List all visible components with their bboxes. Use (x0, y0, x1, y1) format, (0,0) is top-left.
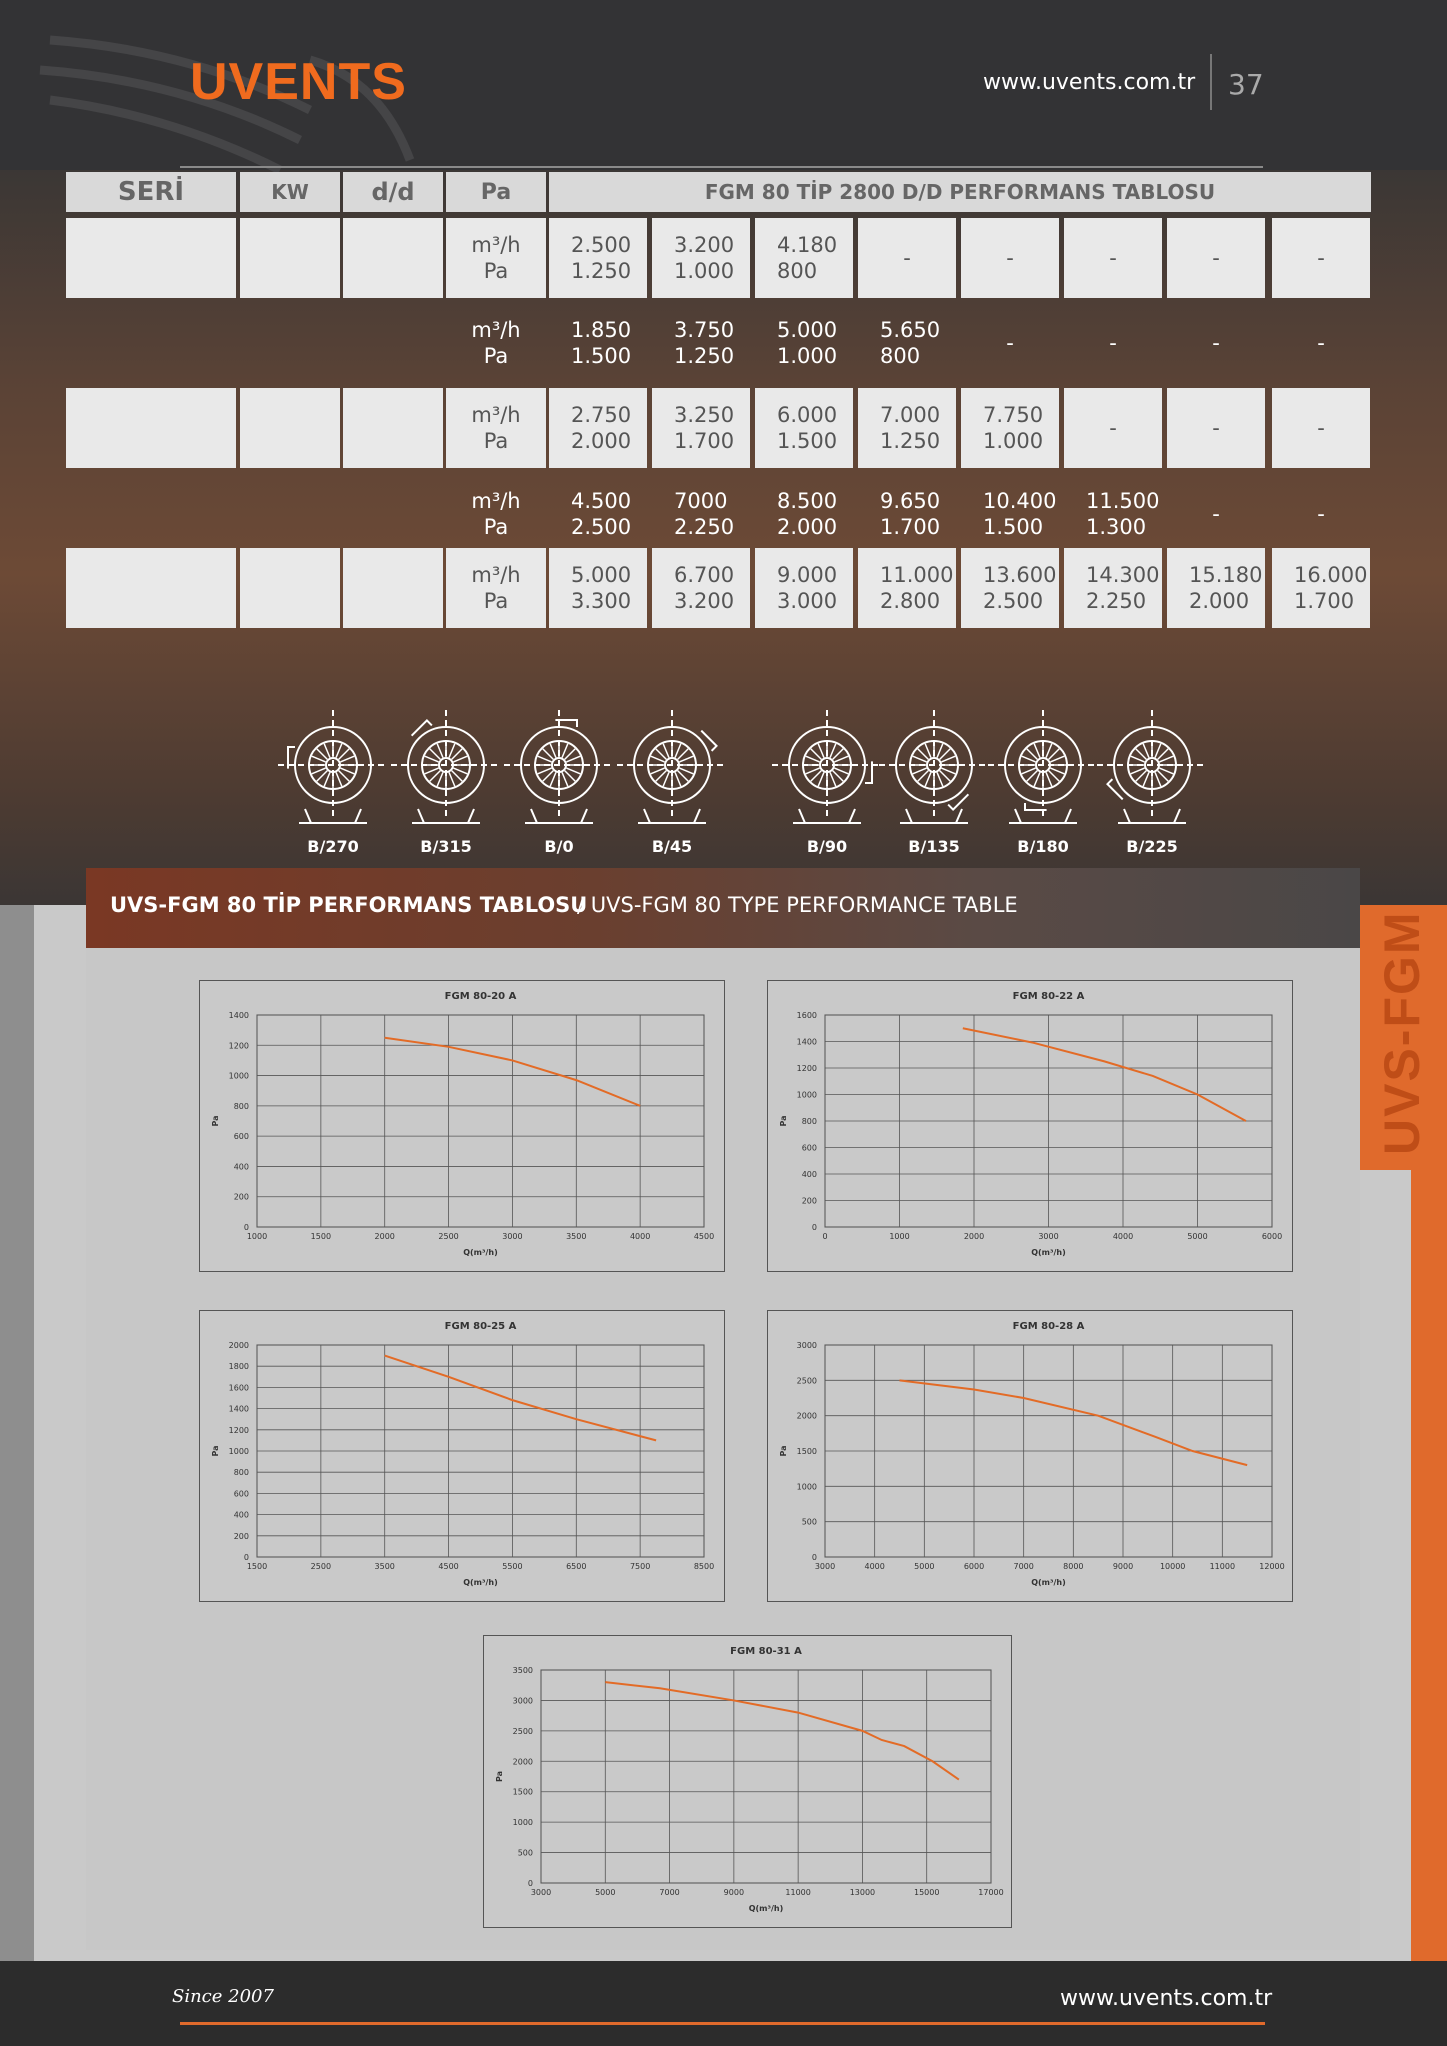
flow-value: 7.000 (880, 403, 941, 427)
y-axis-label: Pa (211, 1445, 220, 1457)
unit-pressure: Pa (483, 344, 509, 368)
fan-diagram-0 (278, 710, 388, 823)
x-tick-label: 4500 (438, 1562, 459, 1571)
pressure-value: 2.500 (571, 515, 632, 539)
flow-value: 7000 (674, 489, 728, 513)
y-tick-label: 1000 (796, 1090, 817, 1100)
value-cell (1167, 218, 1265, 298)
y-tick-label: 3000 (512, 1696, 533, 1706)
x-tick-label: 5000 (914, 1562, 935, 1571)
unit-flow: m³/h (471, 233, 521, 257)
value-cell (961, 218, 1059, 298)
value-cell (1167, 303, 1265, 383)
pressure-value: 1.250 (571, 259, 632, 283)
x-tick-label: 11000 (1209, 1562, 1236, 1571)
flow-value: 5.650 (880, 318, 941, 342)
value-cell (755, 481, 853, 547)
row-units (446, 388, 546, 468)
value-cell (1064, 481, 1162, 547)
pressure-value: 800 (777, 259, 818, 283)
flow-value: - (1109, 331, 1117, 355)
y-axis-label: Pa (211, 1115, 220, 1127)
flow-value: - (1317, 416, 1325, 440)
performance-curve (963, 1028, 1246, 1121)
x-tick-label: 4500 (693, 1232, 715, 1241)
footer-url[interactable]: www.uvents.com.tr (1060, 1986, 1273, 2011)
value-cell (961, 548, 1059, 628)
value-cell (652, 548, 750, 628)
value-cell (1064, 218, 1162, 298)
flow-value: 8.500 (777, 489, 838, 513)
chart-3 (767, 1310, 1293, 1602)
pressure-value: 1.000 (674, 259, 735, 283)
y-tick-label: 1000 (228, 1447, 249, 1456)
value-cell (1272, 548, 1370, 628)
flow-value: 6.700 (674, 563, 735, 587)
flow-value: 14.300 (1086, 563, 1160, 587)
row-units (446, 548, 546, 628)
row-dd (343, 303, 443, 383)
row-dd (343, 388, 443, 468)
value-cell (1167, 388, 1265, 468)
value-cell (549, 481, 647, 547)
x-tick-label: 13000 (849, 1888, 876, 1897)
x-tick-label: 3500 (566, 1232, 587, 1241)
y-tick-label: 600 (233, 1489, 249, 1499)
flow-value: 13.600 (983, 563, 1057, 587)
row-name (66, 548, 236, 628)
x-tick-label: 5000 (595, 1888, 616, 1897)
value-cell (961, 481, 1059, 547)
value-cell (549, 388, 647, 468)
x-tick-label: 2000 (374, 1232, 395, 1241)
y-tick-label: 200 (233, 1531, 249, 1541)
x-tick-label: 8500 (693, 1562, 715, 1571)
x-axis-label: Q(m³/h) (1031, 1578, 1066, 1587)
x-tick-label: 3000 (530, 1888, 552, 1897)
y-tick-label: 1600 (228, 1383, 249, 1393)
x-tick-label: 8000 (1063, 1562, 1084, 1571)
x-tick-label: 2000 (963, 1232, 985, 1241)
chart-svg (200, 981, 724, 1271)
value-cell (858, 481, 956, 547)
x-tick-label: 15000 (913, 1888, 940, 1897)
fan-diagram-1 (391, 710, 501, 823)
header-rule (180, 166, 1263, 168)
fan-diagram-6 (988, 710, 1098, 823)
pressure-value: 1.700 (674, 429, 735, 453)
chart-2 (199, 1310, 725, 1602)
value-cell (1167, 548, 1265, 628)
x-tick-label: 10000 (1159, 1562, 1186, 1571)
pressure-value: 2.000 (1189, 589, 1250, 613)
pressure-value: 1.500 (571, 344, 632, 368)
x-axis-label: Q(m³/h) (748, 1904, 784, 1913)
pressure-value: 3.000 (777, 589, 838, 613)
value-cell (961, 303, 1059, 383)
row-kw (240, 218, 340, 298)
x-tick-label: 1500 (246, 1562, 268, 1571)
pressure-value: 2.000 (571, 429, 632, 453)
row-units (446, 218, 546, 298)
fan-position-label: B/90 (806, 837, 848, 856)
y-tick-label: 0 (811, 1223, 817, 1232)
flow-value: 11.500 (1086, 489, 1160, 513)
pressure-value: 2.500 (983, 589, 1044, 613)
flow-value: 9.650 (880, 489, 941, 513)
y-tick-label: 1400 (228, 1404, 249, 1414)
x-tick-label: 9000 (1112, 1562, 1134, 1571)
value-cell (755, 303, 853, 383)
pressure-value: 1.250 (674, 344, 735, 368)
value-cell (1272, 388, 1370, 468)
y-tick-label: 1400 (796, 1037, 817, 1047)
row-name (66, 303, 236, 383)
row-kw (240, 548, 340, 628)
x-tick-label: 6000 (1261, 1232, 1283, 1241)
flow-value: - (1109, 416, 1117, 440)
pressure-value: 2.250 (674, 515, 735, 539)
header-title: FGM 80 TİP 2800 D/D PERFORMANS TABLOSU (549, 172, 1371, 212)
flow-value: 5.000 (777, 318, 838, 342)
x-tick-label: 3000 (814, 1562, 836, 1571)
y-tick-label: 200 (233, 1192, 249, 1202)
fan-position-label: B/180 (1017, 837, 1069, 856)
pressure-value: 2.000 (777, 515, 838, 539)
x-tick-label: 6000 (963, 1562, 985, 1571)
flow-value: - (1006, 246, 1014, 270)
x-tick-label: 7000 (1013, 1562, 1034, 1571)
x-tick-label: 3000 (502, 1232, 523, 1241)
chart-title: FGM 80-22 A (1012, 991, 1085, 1002)
plot-area (257, 1015, 704, 1227)
value-cell (652, 303, 750, 383)
y-tick-label: 500 (801, 1517, 817, 1527)
fan-diagram-7 (1097, 710, 1207, 823)
header-divider (1210, 54, 1212, 110)
side-label: UVS-FGM (1374, 910, 1430, 1155)
pressure-value: 2.800 (880, 589, 941, 613)
value-cell (1064, 548, 1162, 628)
row-name (66, 218, 236, 298)
value-cell (755, 548, 853, 628)
x-axis-label: Q(m³/h) (463, 1578, 498, 1587)
pressure-value: 1.700 (880, 515, 941, 539)
side-strip (1411, 1170, 1447, 1962)
flow-value: 4.500 (571, 489, 632, 513)
row-units (446, 303, 546, 383)
pressure-value: 1.000 (983, 429, 1044, 453)
y-axis-label: Pa (779, 1445, 788, 1457)
unit-flow: m³/h (471, 563, 521, 587)
flow-value: 11.000 (880, 563, 954, 587)
y-tick-label: 1200 (228, 1041, 249, 1051)
value-cell (1272, 218, 1370, 298)
flow-value: 2.500 (571, 233, 632, 257)
x-axis-label: Q(m³/h) (1031, 1248, 1066, 1257)
chart-title: FGM 80-25 A (444, 1321, 517, 1332)
value-cell (652, 218, 750, 298)
chart-1 (767, 980, 1293, 1272)
y-tick-label: 1000 (512, 1818, 533, 1828)
x-tick-label: 7500 (629, 1562, 651, 1571)
value-cell (549, 218, 647, 298)
flow-value: - (1212, 502, 1220, 526)
flow-value: - (1109, 246, 1117, 270)
value-cell (549, 303, 647, 383)
y-tick-label: 500 (517, 1848, 533, 1858)
y-tick-label: 1800 (228, 1362, 249, 1372)
flow-value: 1.850 (571, 318, 632, 342)
header-kw: KW (240, 172, 340, 212)
page-number: 37 (1228, 68, 1264, 101)
x-tick-label: 4000 (629, 1232, 651, 1241)
x-tick-label: 7000 (659, 1888, 680, 1897)
x-tick-label: 17000 (978, 1888, 1004, 1897)
flow-value: 10.400 (983, 489, 1057, 513)
fan-diagram-4 (772, 710, 882, 823)
y-tick-label: 0 (527, 1879, 533, 1888)
flow-value: 2.750 (571, 403, 632, 427)
chart-svg (200, 1311, 724, 1601)
flow-value: 6.000 (777, 403, 838, 427)
value-cell (858, 548, 956, 628)
x-tick-label: 0 (822, 1232, 828, 1241)
header-seri: SERİ (66, 172, 236, 212)
flow-value: - (1212, 331, 1220, 355)
x-tick-label: 12000 (1259, 1562, 1285, 1571)
value-cell (652, 481, 750, 547)
chart-0 (199, 980, 725, 1272)
pressure-value: 3.200 (674, 589, 735, 613)
footer-rule (180, 2022, 1265, 2025)
row-kw (240, 388, 340, 468)
x-tick-label: 2500 (310, 1562, 332, 1571)
flow-value: - (1212, 416, 1220, 440)
value-cell (961, 388, 1059, 468)
flow-value: 3.750 (674, 318, 735, 342)
flow-value: 3.250 (674, 403, 735, 427)
y-tick-label: 1500 (796, 1447, 817, 1456)
plot-area (541, 1670, 991, 1883)
y-tick-label: 1600 (796, 1011, 817, 1020)
y-tick-label: 400 (233, 1510, 249, 1520)
value-cell (1272, 481, 1370, 547)
y-tick-label: 200 (801, 1196, 817, 1206)
x-tick-label: 3000 (1038, 1232, 1059, 1241)
y-tick-label: 800 (233, 1468, 249, 1478)
flow-value: - (1006, 331, 1014, 355)
value-cell (549, 548, 647, 628)
flow-value: 4.180 (777, 233, 838, 257)
y-tick-label: 1000 (796, 1482, 817, 1492)
y-tick-label: 2500 (512, 1726, 533, 1736)
value-cell (858, 218, 956, 298)
value-cell (858, 303, 956, 383)
section-subtitle: / UVS-FGM 80 TYPE PERFORMANCE TABLE (577, 893, 1018, 917)
chart-title: FGM 80-28 A (1012, 1321, 1085, 1332)
value-cell (858, 388, 956, 468)
chart-title: FGM 80-31 A (730, 1646, 802, 1657)
value-cell (1064, 303, 1162, 383)
y-tick-label: 0 (811, 1553, 817, 1562)
y-tick-label: 2000 (512, 1757, 533, 1767)
row-name (66, 388, 236, 468)
value-cell (1064, 388, 1162, 468)
fan-position-diagrams (0, 700, 1447, 870)
y-tick-label: 1200 (796, 1064, 817, 1073)
chart-svg (768, 981, 1292, 1271)
y-tick-label: 800 (233, 1101, 249, 1111)
y-tick-label: 400 (801, 1170, 817, 1179)
value-cell (755, 218, 853, 298)
unit-flow: m³/h (471, 489, 521, 513)
value-cell (1167, 481, 1265, 547)
flow-value: 3.200 (674, 233, 735, 257)
fan-diagram-3 (617, 710, 727, 823)
x-tick-label: 5500 (502, 1562, 523, 1571)
fan-position-label: B/0 (544, 837, 574, 856)
unit-flow: m³/h (471, 318, 521, 342)
chart-4 (483, 1635, 1012, 1928)
header-pa: Pa (446, 172, 546, 212)
unit-flow: m³/h (471, 403, 521, 427)
chart-svg (484, 1636, 1011, 1927)
value-cell (755, 388, 853, 468)
flow-value: 15.180 (1189, 563, 1263, 587)
y-tick-label: 1200 (228, 1425, 249, 1435)
fan-diagram-2 (504, 710, 614, 823)
y-tick-label: 0 (243, 1553, 249, 1562)
unit-pressure: Pa (483, 589, 509, 613)
section-title: UVS-FGM 80 TİP PERFORMANS TABLOSU (110, 893, 588, 917)
flow-value: 9.000 (777, 563, 838, 587)
flow-value: - (1317, 331, 1325, 355)
row-kw (240, 481, 340, 547)
fan-position-label: B/45 (651, 837, 693, 856)
fan-position-label: B/135 (908, 837, 960, 856)
x-tick-label: 1000 (246, 1232, 268, 1241)
pressure-value: 2.250 (1086, 589, 1147, 613)
pressure-value: 1.000 (777, 344, 838, 368)
y-axis-label: Pa (779, 1115, 788, 1127)
y-tick-label: 0 (243, 1223, 249, 1232)
pressure-value: 1.250 (880, 429, 941, 453)
x-tick-label: 11000 (785, 1888, 811, 1897)
flow-value: - (1317, 502, 1325, 526)
value-cell (652, 388, 750, 468)
row-dd (343, 548, 443, 628)
x-axis-label: Q(m³/h) (463, 1248, 498, 1257)
y-tick-label: 800 (801, 1117, 817, 1126)
x-tick-label: 1000 (889, 1232, 910, 1241)
flow-value: 5.000 (571, 563, 632, 587)
y-tick-label: 2500 (796, 1376, 817, 1386)
y-tick-label: 600 (801, 1143, 817, 1153)
y-tick-label: 400 (233, 1162, 249, 1172)
flow-value: 16.000 (1294, 563, 1368, 587)
pressure-value: 800 (880, 344, 921, 368)
flow-value: - (1212, 246, 1220, 270)
row-units (446, 481, 546, 547)
unit-pressure: Pa (483, 515, 509, 539)
x-tick-label: 2500 (438, 1232, 459, 1241)
flow-value: - (903, 246, 911, 270)
pressure-value: 1.700 (1294, 589, 1355, 613)
unit-pressure: Pa (483, 259, 509, 283)
row-dd (343, 218, 443, 298)
y-tick-label: 3000 (796, 1341, 817, 1350)
x-tick-label: 9000 (723, 1888, 745, 1897)
x-tick-label: 6500 (566, 1562, 587, 1571)
fan-position-label: B/225 (1126, 837, 1178, 856)
value-cell (1272, 303, 1370, 383)
x-tick-label: 1500 (310, 1232, 332, 1241)
row-dd (343, 481, 443, 547)
pressure-value: 1.300 (1086, 515, 1147, 539)
y-tick-label: 600 (233, 1132, 249, 1142)
chart-svg (768, 1311, 1292, 1601)
performance-curve (385, 1356, 656, 1441)
fan-diagram-5 (879, 710, 989, 823)
y-tick-label: 1000 (228, 1071, 249, 1081)
website-url[interactable]: www.uvents.com.tr (983, 70, 1196, 95)
flow-value: 7.750 (983, 403, 1044, 427)
x-tick-label: 4000 (864, 1562, 885, 1571)
since-signature: Since 2007 (172, 1986, 274, 2007)
y-tick-label: 2000 (228, 1341, 249, 1350)
header-dd: d/d (343, 172, 443, 212)
pressure-value: 3.300 (571, 589, 632, 613)
y-tick-label: 1400 (228, 1011, 249, 1020)
y-axis-label: Pa (495, 1770, 504, 1783)
pressure-value: 1.500 (983, 515, 1044, 539)
chart-title: FGM 80-20 A (444, 991, 517, 1002)
unit-pressure: Pa (483, 429, 509, 453)
x-tick-label: 4000 (1112, 1232, 1134, 1241)
fan-position-label: B/270 (307, 837, 359, 856)
x-tick-label: 3500 (374, 1562, 395, 1571)
y-tick-label: 3500 (512, 1666, 533, 1675)
left-grey-strip (0, 905, 34, 1961)
brand-logo[interactable]: UVENTS (190, 53, 407, 111)
row-kw (240, 303, 340, 383)
fan-position-label: B/315 (420, 837, 472, 856)
row-name (66, 481, 236, 547)
y-tick-label: 2000 (796, 1411, 817, 1421)
flow-value: - (1317, 246, 1325, 270)
y-tick-label: 1500 (512, 1787, 533, 1797)
pressure-value: 1.500 (777, 429, 838, 453)
x-tick-label: 5000 (1187, 1232, 1208, 1241)
